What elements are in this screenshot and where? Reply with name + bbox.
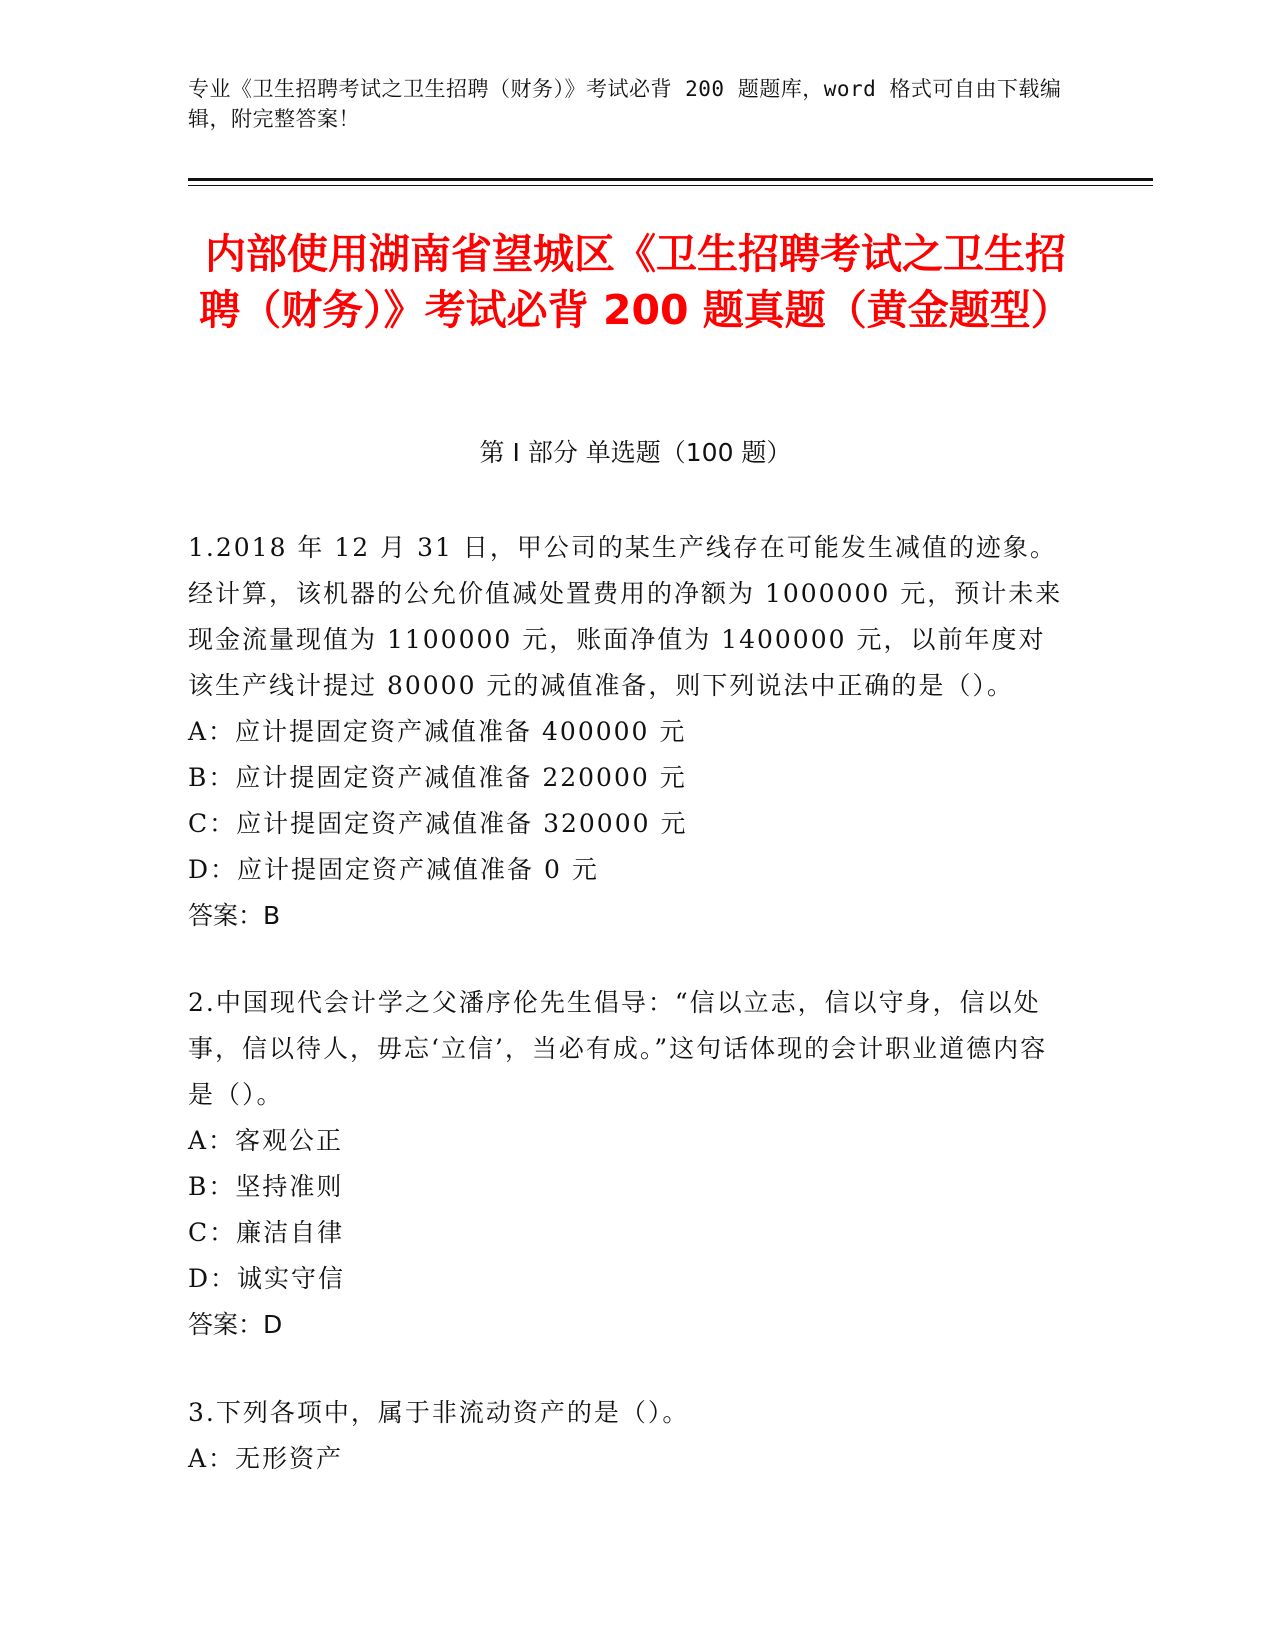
option-a: A：应计提固定资产减值准备 400000 元 xyxy=(188,717,687,746)
answer-line: 答案：D xyxy=(188,1310,283,1339)
header-note: 专业《卫生招聘考试之卫生招聘（财务）》考试必背 200 题题库，word 格式可自由下载编辑，附完整答案！ xyxy=(188,77,1062,131)
option-c: C：应计提固定资产减值准备 320000 元 xyxy=(188,809,688,838)
option-c: C：廉洁自律 xyxy=(188,1218,345,1247)
question-3 xyxy=(188,1390,1063,1482)
option-a: A：无形资产 xyxy=(188,1444,344,1473)
question-1 xyxy=(188,525,1063,939)
section-heading: 第 I 部分 单选题（100 题） xyxy=(479,438,792,467)
question-stem: 1.2018 年 12 月 31 日，甲公司的某生产线存在可能发生减值的迹象。经计算，该机器的公允价值减处置费用的净额为 1000000 元，预计未来现金流量现值为 1100000 元，账面净值为 1400000 元，以前年度对该生产线计提过 80000 元的减值准备，则下列说法中正确的是（）。 xyxy=(188,533,1063,700)
option-d: D：应计提固定资产减值准备 0 元 xyxy=(188,855,599,884)
option-b: B：应计提固定资产减值准备 220000 元 xyxy=(188,763,687,792)
question-2 xyxy=(188,980,1063,1348)
option-a: A：客观公正 xyxy=(188,1126,344,1155)
answer-line: 答案：B xyxy=(188,901,281,930)
question-stem: 3.下列各项中，属于非流动资产的是（）。 xyxy=(188,1398,690,1427)
question-stem: 2.中国现代会计学之父潘序伦先生倡导：“信以立志，信以守身，信以处事，信以待人，毋忘‘立信’，当必有成。”这句话体现的会计职业道德内容是（）。 xyxy=(188,988,1048,1109)
option-b: B：坚持准则 xyxy=(188,1172,344,1201)
document-title: 内部使用湖南省望城区《卫生招聘考试之卫生招聘（财务）》考试必背 200 题真题（黄金题型） xyxy=(199,230,1072,334)
option-d: D：诚实守信 xyxy=(188,1264,346,1293)
header-divider-thin xyxy=(188,185,1153,186)
header-divider-thick xyxy=(188,178,1153,181)
